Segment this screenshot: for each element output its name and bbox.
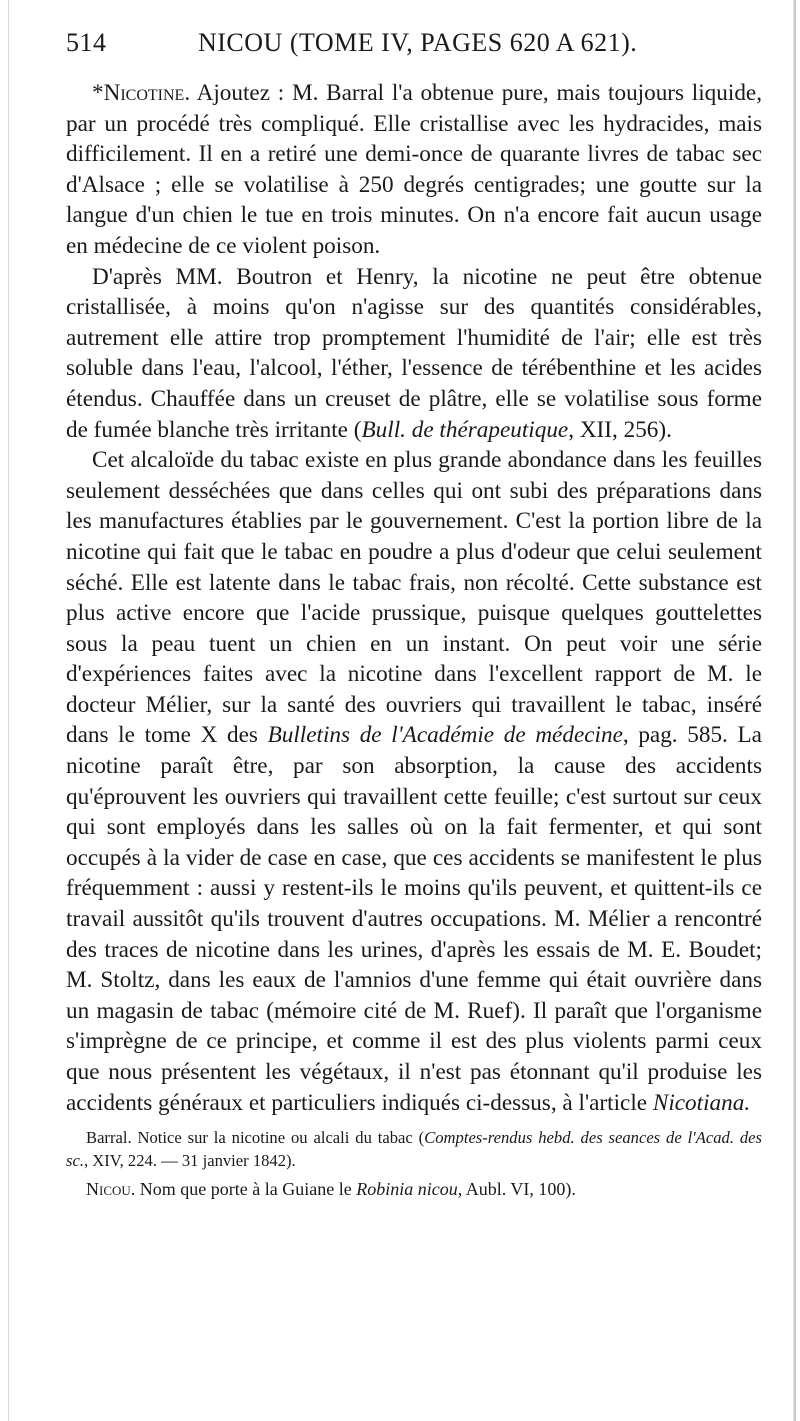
paragraph-boutron-henry bbox=[66, 262, 762, 446]
reference-title: Bulletins de l'Académie de médecine bbox=[267, 722, 623, 749]
note-text: , Aubl. VI, 100). bbox=[457, 1179, 576, 1200]
entry-nicou bbox=[66, 1176, 762, 1202]
note-text: , XIV, 224. — 31 janvier 1842). bbox=[83, 1151, 296, 1171]
page-edge-right bbox=[793, 0, 796, 1421]
footnotes bbox=[66, 1126, 762, 1202]
reference-title: Bull. de thérapeutique bbox=[361, 416, 569, 443]
paragraph-text: Cet alcaloïde du tabac existe en plus grande abondance dans les feuilles seulement desséchées que dans celles qui ont subi des préparations dans les manufactures établies par le gouvernement. C'est la portion libre de la nicotine qui fait que le tabac en poudre a plus d'odeur que celui seulement séché. Elle est latente dans le tabac frais, non récolté. Cette substance est plus active encore que l'acide prussique, puisque quelques gouttelettes sous la peau tuent un chien en un instant. On peut voir une série d'expériences faites avec la nicotine dans l'excellent rapport de M. le docteur Mélier, sur la santé des ouvriers qui travaillent le tabac, inséré dans le tome X des bbox=[66, 447, 762, 749]
paragraph-text: Ajoutez : M. Barral l'a obtenue pure, mais toujours liquide, par un procédé très compliqué. Elle cristallise avec les hydracides, mais difficilement. Il en a retiré une demi-once de quarante livres de tabac sec d'Alsace ; elle se volatilise à 250 degrés centigrades; une goutte sur la langue d'un chien le tue en trois minutes. On n'a encore fait aucun usage en médecine de ce violent poison. bbox=[66, 80, 762, 259]
paragraph-alcaloide bbox=[66, 445, 762, 1118]
paragraph-text: , XII, 256). bbox=[568, 416, 672, 443]
page-header bbox=[66, 28, 762, 68]
note-text: Barral. Notice sur la nicotine ou alcali du tabac ( bbox=[86, 1128, 425, 1148]
running-title: NICOU (TOME IV, PAGES 620 A 621). bbox=[198, 28, 638, 57]
entry-term: Nicou. bbox=[86, 1179, 136, 1200]
page-number: 514 bbox=[66, 28, 107, 57]
paragraph-text: , pag. 585. La nicotine paraît être, par son absorption, la cause des accidents qu'éprouvent les ouvriers qui travaillent cette feuille; c'est surtout sur ceux qui sont employés dans les salles où on la fait fermenter, et qui sont occupés à la vider de case en case, que ces accidents se manifestent le plus fréquemment : aussi y restent-ils le moins qu'ils peuvent, et quittent-ils ce travail aussitôt qu'ils trouvent d'autres occupations. M. Mélier a rencontré des traces de nicotine dans les urines, d'après les essais de M. E. Boudet; M. Stoltz, dans les eaux de l'amnios d'une femme qui était ouvrière dans un magasin de tabac (mémoire cité de M. Ruef). Il paraît que l'organisme s'imprègne de ce principe, et comme il est des plus violents parmi ceux que nous présentent les végétaux, il n'est pas étonnant qu'il produise les accidents généraux et particuliers indiqués ci-dessus, à l'article bbox=[66, 722, 762, 1116]
page-edge-left bbox=[8, 0, 9, 1421]
paragraph-text: D'après MM. Boutron et Henry, la nicotine ne peut être obtenue cristallisée, à moins qu'on n'agisse sur des quantités considérables, autrement elle attire trop promptement l'humidité de l'air; elle est très soluble dans l'eau, l'alcool, l'éther, l'essence de térébenthine et les acides étendus. Chauffée dans un creuset de plâtre, elle se volatilise sous forme de fumée blanche très irritante ( bbox=[66, 263, 762, 443]
article-body bbox=[66, 78, 762, 1118]
entry-term: *Nicotine. bbox=[92, 80, 191, 106]
paragraph-nicotine bbox=[66, 78, 762, 262]
bibliography-note bbox=[66, 1126, 762, 1172]
species-name: Robinia nicou bbox=[356, 1179, 458, 1200]
note-reference: Comptes-rendus hebd. des seances de l'Acad. des sc. bbox=[66, 1128, 762, 1171]
note-text: Nom que porte à la Guiane le bbox=[135, 1179, 357, 1200]
cross-reference: Nicotiana. bbox=[652, 1089, 751, 1116]
